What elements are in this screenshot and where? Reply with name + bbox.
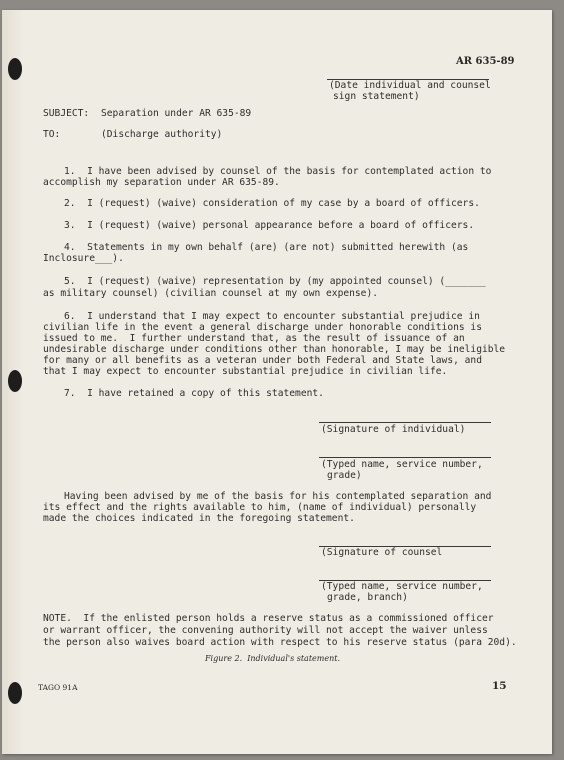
date-label: (Date individual and counsel	[329, 80, 491, 91]
signature-counsel-label: (Signature of counsel	[321, 547, 443, 558]
figure-caption: Figure 2. Individual's statement.	[205, 654, 340, 663]
signature-individual-label: (Signature of individual)	[321, 424, 466, 435]
punch-hole	[8, 370, 22, 392]
counsel-paragraph: Having been advised by me of the basis for his contemplated separation and	[64, 491, 492, 502]
note-paragraph: NOTE. If the enlisted person holds a reserve status as a commissioned officer	[43, 613, 494, 624]
item-1-cont: accomplish my separation under AR 635-89.	[43, 177, 280, 188]
note-paragraph-line-2: or warrant officer, the convening authority will not accept the waiver unless	[43, 625, 488, 636]
punch-hole	[8, 682, 22, 704]
item-6: 6. I understand that I may expect to encounter substantial prejudice in	[64, 311, 480, 322]
regulation-header: AR 635-89	[456, 56, 515, 67]
to-key: TO:	[43, 129, 61, 140]
date-label-cont: sign statement)	[333, 91, 420, 102]
note-paragraph-line-3: the person also waives board action with respect to his reserve status (para 20d).	[43, 637, 517, 648]
item-6-line-6: that I may expect to encounter substantial prejudice in civilian life.	[43, 366, 448, 377]
item-2: 2. I (request) (waive) consideration of my case by a board of officers.	[64, 198, 480, 209]
item-4-cont: Inclosure___).	[43, 253, 124, 264]
typed-name-counsel-label: (Typed name, service number,	[321, 581, 483, 592]
item-6-line-4: undesirable discharge under conditions other than honorable, I may be ineligible	[43, 344, 506, 355]
item-6-line-3: issued to me. I further understand that, as the result of issuance of an	[43, 333, 465, 344]
to-value: (Discharge authority)	[101, 129, 223, 140]
typed-name-counsel-label-cont: grade, branch)	[327, 592, 408, 603]
counsel-paragraph-line-2: its effect and the rights available to him, (name of individual) personally	[43, 502, 477, 513]
item-5: 5. I (request) (waive) representation by (my appointed counsel) (_______	[64, 276, 486, 287]
item-7: 7. I have retained a copy of this statement.	[64, 388, 324, 399]
counsel-paragraph-line-3: made the choices indicated in the foregoing statement.	[43, 513, 355, 524]
signature-individual-line	[319, 422, 491, 423]
subject-key: SUBJECT:	[43, 108, 90, 119]
item-1: 1. I have been advised by counsel of the basis for contemplated action to	[64, 166, 492, 177]
page-number: 15	[492, 680, 507, 692]
item-3: 3. I (request) (waive) personal appearance before a board of officers.	[64, 220, 475, 231]
item-6-line-2: civilian life in the event a general discharge under honorable conditions is	[43, 322, 482, 333]
typed-name-individual-label-cont: grade)	[327, 470, 362, 481]
item-6-line-5: for many or all benefits as a veteran under both Federal and State laws, and	[43, 355, 482, 366]
typed-name-individual-label: (Typed name, service number,	[321, 459, 483, 470]
punch-hole	[8, 58, 22, 80]
subject-value: Separation under AR 635-89	[101, 108, 252, 119]
form-number: TAGO 91A	[38, 683, 78, 692]
typed-name-individual-line	[319, 457, 491, 458]
item-4: 4. Statements in my own behalf (are) (are not) submitted herewith (as	[64, 242, 469, 253]
item-5-cont: as military counsel) (civilian counsel at my own expense).	[43, 288, 379, 299]
